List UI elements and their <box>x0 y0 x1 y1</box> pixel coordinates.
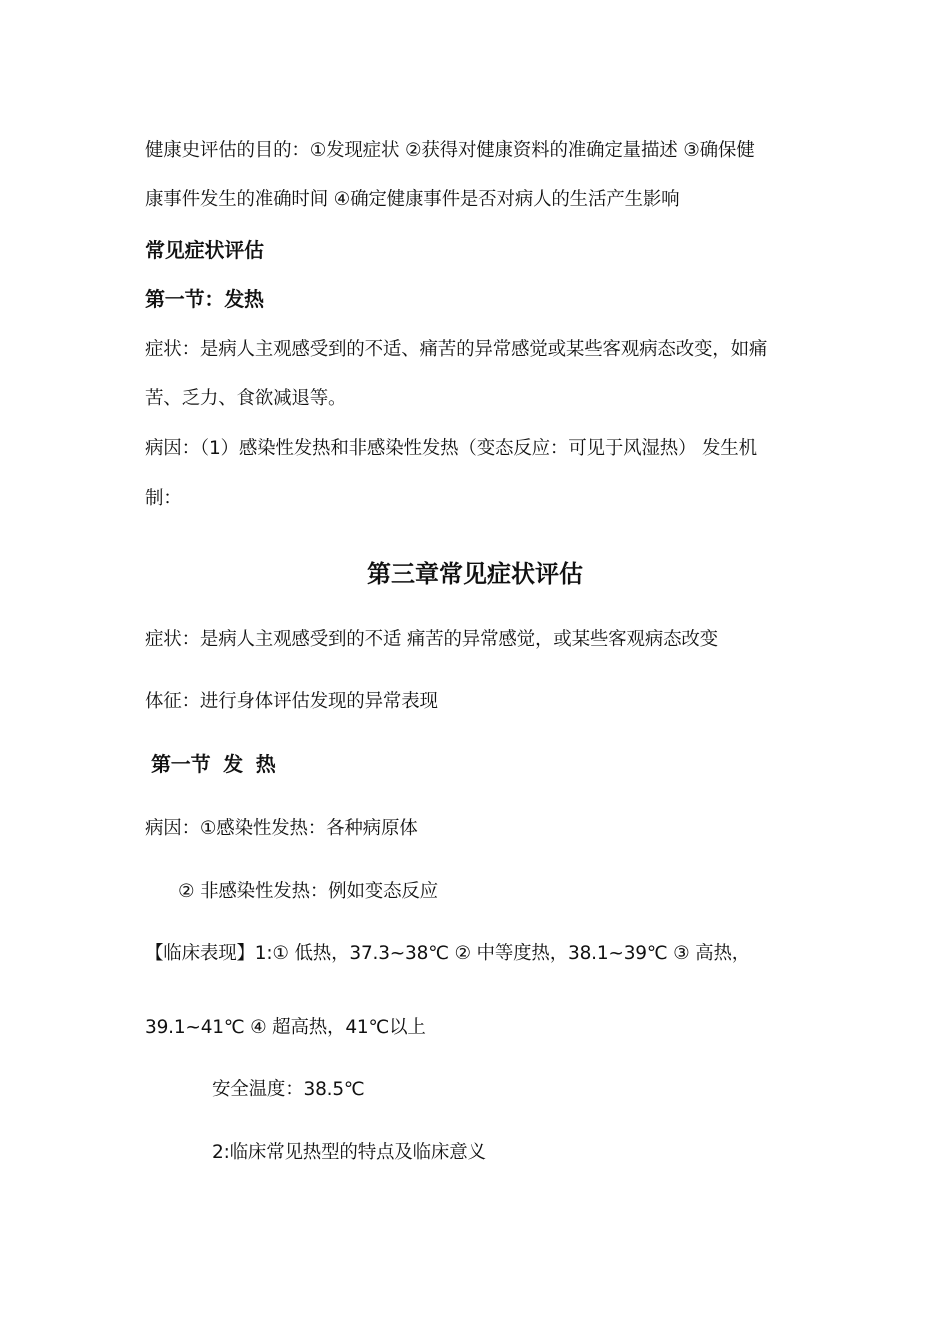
text-line: 康事件发生的准确时间 ④确定健康事件是否对病人的生活产生影响 <box>145 189 680 210</box>
text-line: 症状：是病人主观感受到的不适 痛苦的异常感觉，或某些客观病态改变 <box>145 629 718 650</box>
text-line: 病因：①感染性发热：各种病原体 <box>145 818 418 839</box>
text-line: 苦、乏力、食欲减退等。 <box>145 388 347 409</box>
text-line: 39.1~41℃ ④ 超高热，41℃以上 <box>145 1017 426 1038</box>
text-line: 健康史评估的目的：①发现症状 ②获得对健康资料的准确定量描述 ③确保健 <box>145 140 755 161</box>
text-line: 【临床表现】1:① 低热，37.3~38℃ ② 中等度热，38.1~39℃ ③ 高热， <box>145 943 751 964</box>
section-heading: 常见症状评估 <box>145 238 264 262</box>
text-line: ② 非感染性发热：例如变态反应 <box>178 881 438 902</box>
chapter-title: 第三章常见症状评估 <box>367 560 583 588</box>
section-heading: 第一节：发热 <box>145 287 264 311</box>
text-line: 体征：进行身体评估发现的异常表现 <box>145 691 438 712</box>
text-line: 制： <box>145 488 182 509</box>
text-line: 2:临床常见热型的特点及临床意义 <box>212 1142 486 1163</box>
text-line: 安全温度：38.5℃ <box>212 1079 365 1100</box>
text-line: 症状：是病人主观感受到的不适、痛苦的异常感觉或某些客观病态改变，如痛 <box>145 339 768 360</box>
section-heading: 第一节 发 热 <box>151 752 276 776</box>
text-line: 病因：（1）感染性发热和非感染性发热（变态反应：可见于风湿热） 发生机 <box>145 438 757 459</box>
